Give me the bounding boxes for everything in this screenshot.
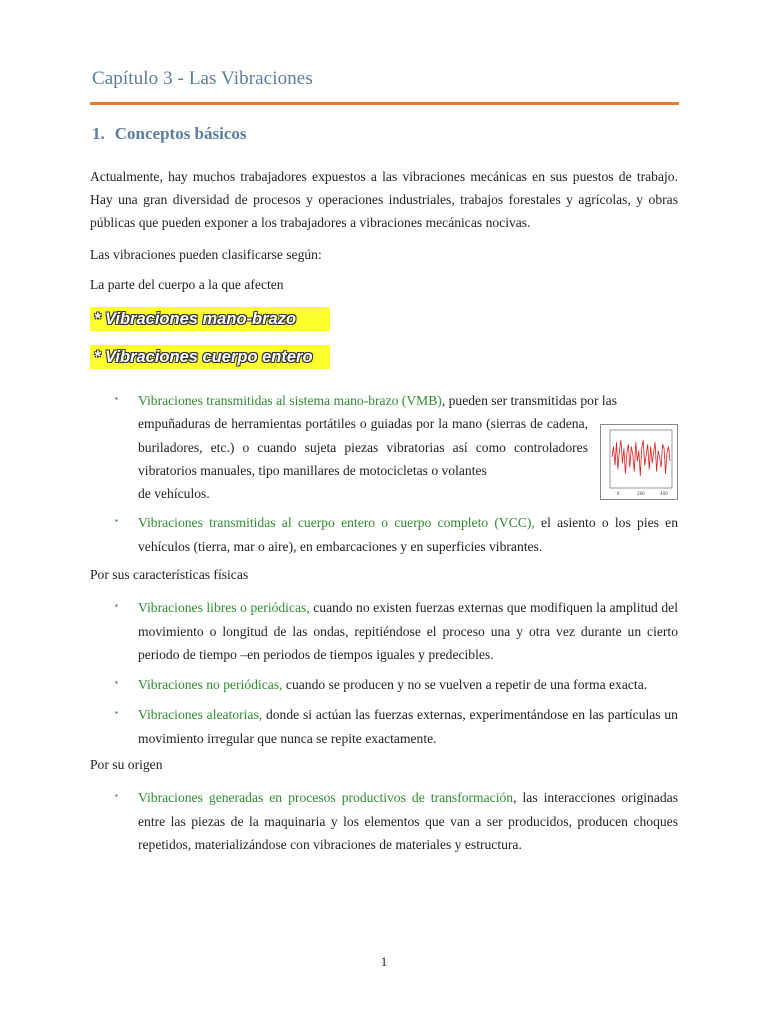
heading-physical-characteristics: Por sus características físicas xyxy=(90,567,249,582)
term-production: Vibraciones generadas en procesos productivos de transformación xyxy=(138,790,514,805)
page-number: 1 xyxy=(380,954,388,969)
term-free: Vibraciones libres o periódicas, xyxy=(138,600,310,615)
highlight-hand-arm: * Vibraciones mano-brazo xyxy=(90,307,330,331)
x-tick-label: 400 xyxy=(660,491,668,496)
bullet-icon: ▪ xyxy=(115,394,118,403)
term-random: Vibraciones aleatorias, xyxy=(138,707,263,722)
intro-paragraph: Actualmente, hay muchos trabajadores expuestos a las vibraciones mecánicas en sus puestos de trabajo. Hay una gran diversidad de procesos y operaciones industriales, trabajos forestales y agrícolas, y obras públicas que pueden exponer a los trabajadores a vibraciones mecánicas nocivas. xyxy=(90,169,678,230)
bullet-icon: ▪ xyxy=(115,601,118,610)
vmb-text-1: , pueden ser transmitidas por las xyxy=(441,393,617,408)
random-text: donde si actúan las fuerzas externas, experimentándose en las partículas un movimiento irregular que nunca se repite exactamente. xyxy=(138,707,678,746)
free-text: cuando no existen fuerzas externas que modifiquen la amplitud del movimiento o longitud de las ondas, repitiéndose el proceso una y otra vez durante un cierto periodo de tiempo –en periodos de tiempos iguales y predecibles. xyxy=(138,600,678,662)
chapter-underline xyxy=(90,102,679,105)
list-item-vmb-end: de vehículos. xyxy=(138,486,210,501)
section-number: 1. xyxy=(92,124,105,143)
list-item-non-periodic xyxy=(138,673,678,697)
term-non-periodic: Vibraciones no periódicas, xyxy=(138,677,283,692)
non-periodic-text: cuando se producen y no se vuelven a repetir de una forma exacta. xyxy=(282,677,648,692)
bullet-icon: ▪ xyxy=(115,678,118,687)
vibration-signal-chart xyxy=(600,424,678,500)
chapter-title: Capítulo 3 - Las Vibraciones xyxy=(92,68,313,89)
list-item-vmb-line1 xyxy=(138,389,678,413)
body-part-paragraph: La parte del cuerpo a la que afecten xyxy=(90,277,284,292)
bullet-icon: ▪ xyxy=(115,516,118,525)
list-item-production xyxy=(138,786,678,857)
production-text: , las interacciones originadas entre las piezas de la maquinaria y los elementos que van a ser producidos, producen choques repetidos, materializándose con vibraciones de materiales y estructura. xyxy=(138,790,678,852)
section-title: Conceptos básicos xyxy=(114,124,247,143)
term-vmb: Vibraciones transmitidas al sistema mano-brazo (VMB) xyxy=(138,393,442,408)
x-tick-label: 0 xyxy=(616,491,620,496)
list-item-vcc xyxy=(138,511,678,558)
bullet-icon: ▪ xyxy=(115,708,118,717)
highlight-whole-body: * Vibraciones cuerpo entero xyxy=(90,345,330,369)
vcc-text: el asiento o los pies en vehículos (tierra, mar o aire), en embarcaciones y en superficies vibrantes. xyxy=(138,515,678,554)
section-heading xyxy=(92,124,247,144)
list-item-random xyxy=(138,703,678,750)
term-vcc: Vibraciones transmitidas al cuerpo entero o cuerpo completo (VCC), xyxy=(138,515,535,530)
x-tick-label: 200 xyxy=(637,491,645,496)
list-item-vmb-body: empuñaduras de herramientas portátiles o guiadas por la mano (sierras de cadena, buriladores, etc.) o cuando sujeta piezas vibratorias así como controladores vibratorios manuales, tipo manillares de motocicletas o volantes xyxy=(138,416,588,478)
bullet-icon: ▪ xyxy=(115,791,118,800)
classification-paragraph: Las vibraciones pueden clasificarse según: xyxy=(90,247,322,262)
heading-origin: Por su origen xyxy=(90,757,163,772)
list-item-free xyxy=(138,596,678,667)
